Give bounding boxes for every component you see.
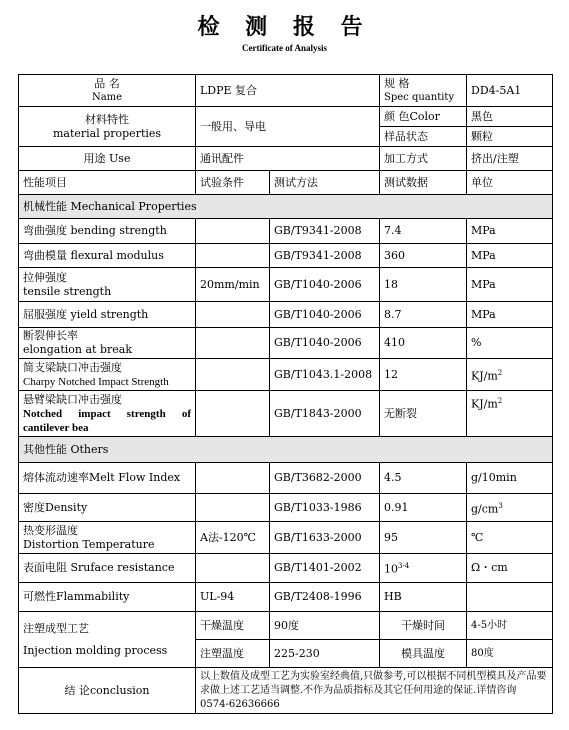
item-cell: 弯曲模量 flexural modulus	[19, 244, 196, 268]
item-en: Distortion Temperature	[23, 537, 155, 551]
col-header-condition: 试验条件	[196, 171, 270, 195]
color-value: 黑色	[467, 107, 553, 127]
name-label-en: Name	[91, 91, 123, 103]
condition-cell	[196, 554, 270, 583]
condition-cell	[196, 244, 270, 268]
inj-temp-value: 225-230	[270, 640, 380, 668]
table-row	[19, 391, 553, 437]
unit-text: g/cm	[471, 502, 499, 516]
material-value: 一般用、导电	[196, 107, 380, 147]
conclusion-row	[19, 668, 553, 714]
color-label: 颜 色Color	[380, 107, 467, 127]
item-cn: 拉伸强度	[23, 270, 67, 284]
table-row	[19, 302, 553, 328]
method-cell: GB/T9341-2008	[270, 244, 380, 268]
unit-cell: ℃	[467, 522, 553, 554]
data-cell: 12	[380, 359, 467, 391]
item-en: Charpy Notched Impact Strength	[23, 375, 169, 388]
condition-cell	[196, 328, 270, 359]
data-cell: 8.7	[380, 302, 467, 328]
item-en: elongation at break	[23, 343, 132, 356]
process-label: 加工方式	[380, 147, 467, 171]
condition-cell: 20mm/min	[196, 268, 270, 302]
unit-cell: MPa	[467, 219, 553, 244]
unit-cell	[467, 359, 553, 391]
method-cell: GB/T1043.1-2008	[270, 359, 380, 391]
unit-superscript: 3	[498, 501, 503, 510]
item-cn: 断裂伸长率	[23, 329, 78, 342]
report-title: 检 测 报 告	[197, 14, 372, 40]
material-label-en: material properties	[52, 126, 162, 140]
process-value: 挤出/注塑	[467, 147, 553, 171]
material-label-cn: 材料特性	[85, 112, 129, 126]
unit-text: KJ/m	[471, 397, 498, 411]
col-header-method: 测试方法	[270, 171, 380, 195]
condition-cell	[196, 359, 270, 391]
method-cell: GB/T2408-1996	[270, 583, 380, 612]
sample-label: 样品状态	[380, 127, 467, 147]
item-en: tensile strength	[23, 284, 112, 298]
name-label	[19, 75, 196, 107]
method-cell: GB/T1040-2006	[270, 302, 380, 328]
method-cell: GB/T1040-2006	[270, 328, 380, 359]
item-cell: 可燃性Flammability	[19, 583, 196, 612]
method-cell: GB/T1040-2006	[270, 268, 380, 302]
data-cell: HB	[380, 583, 467, 612]
analysis-table	[18, 74, 553, 714]
dry-temp-label: 干燥温度	[196, 612, 270, 640]
item-cn: 悬臂梁缺口冲击强度	[23, 392, 122, 406]
unit-cell	[467, 494, 553, 522]
unit-superscript: 2	[497, 397, 503, 405]
table-row	[19, 328, 553, 359]
data-cell: 7.4	[380, 219, 467, 244]
section-mechanical-label: 机械性能 Mechanical Properties	[19, 195, 553, 219]
item-cell: 密度Density	[19, 494, 196, 522]
dry-temp-value: 90度	[270, 612, 380, 640]
item-en: Notched impact strength of cantilever bea	[23, 407, 191, 434]
injection-label	[19, 612, 196, 668]
spec-value: DD4-5A1	[467, 75, 553, 107]
name-value: LDPE 复合	[196, 75, 380, 107]
condition-cell	[196, 219, 270, 244]
unit-cell	[467, 583, 553, 612]
injection-label-en: Injection molding process	[23, 643, 168, 657]
section-others	[19, 437, 553, 463]
table-row	[19, 554, 553, 583]
inj-temp-label: 注塑温度	[196, 640, 270, 668]
method-cell: GB/T1033-1986	[270, 494, 380, 522]
unit-cell: MPa	[467, 302, 553, 328]
col-header-unit: 单位	[467, 171, 553, 195]
table-row	[19, 494, 553, 522]
conclusion-label: 结 论conclusion	[19, 668, 196, 714]
table-row	[19, 463, 553, 494]
mold-temp-label: 模具温度	[380, 640, 467, 668]
method-cell: GB/T1401-2002	[270, 554, 380, 583]
conclusion-text: 以上数值及成型工艺为实验室经典值,只做参考,可以根据不同机型模具及产品要求做上述工艺适当调整.不作为品质指标及其它任何用途的保证.详情咨询 0574-62636666	[196, 668, 553, 714]
condition-cell: UL-94	[196, 583, 270, 612]
method-cell: GB/T1843-2000	[270, 391, 380, 437]
dry-time-value: 4-5小时	[467, 612, 553, 640]
condition-cell	[196, 391, 270, 437]
spec-label-en: Spec quantity	[384, 91, 455, 103]
name-label-cn: 品 名	[94, 76, 120, 90]
item-cell	[19, 328, 196, 359]
table-row	[19, 522, 553, 554]
item-cell: 熔体流动速率Melt Flow Index	[19, 463, 196, 494]
unit-text: KJ/m	[471, 369, 498, 383]
method-cell: GB/T1633-2000	[270, 522, 380, 554]
table-row	[19, 583, 553, 612]
section-others-label: 其他性能 Others	[19, 437, 553, 463]
table-row	[19, 219, 553, 244]
condition-cell	[196, 494, 270, 522]
method-cell: GB/T3682-2000	[270, 463, 380, 494]
item-cell: 屈服强度 yield strength	[19, 302, 196, 328]
material-row	[19, 107, 553, 127]
unit-cell: g/10min	[467, 463, 553, 494]
data-cell: 360	[380, 244, 467, 268]
material-label	[19, 107, 196, 147]
data-superscript: 3-4	[398, 562, 410, 571]
data-cell: 95	[380, 522, 467, 554]
unit-cell	[467, 391, 553, 437]
name-row	[19, 75, 553, 107]
injection-row-1	[19, 612, 553, 640]
unit-cell: Ω・cm	[467, 554, 553, 583]
data-cell: 18	[380, 268, 467, 302]
use-value: 通讯配件	[196, 147, 380, 171]
mold-temp-value: 80度	[467, 640, 553, 668]
data-text: 10	[384, 562, 398, 576]
item-cell	[19, 391, 196, 437]
spec-label-cn: 规 格	[384, 76, 410, 90]
item-cell	[19, 268, 196, 302]
data-cell: 0.91	[380, 494, 467, 522]
item-cell	[19, 359, 196, 391]
table-row	[19, 359, 553, 391]
unit-cell: %	[467, 328, 553, 359]
condition-cell	[196, 302, 270, 328]
data-cell: 410	[380, 328, 467, 359]
data-cell	[380, 554, 467, 583]
column-header-row	[19, 171, 553, 195]
unit-cell: MPa	[467, 244, 553, 268]
method-cell: GB/T9341-2008	[270, 219, 380, 244]
dry-time-label: 干燥时间	[380, 612, 467, 640]
condition-cell	[196, 463, 270, 494]
condition-cell: A法-120℃	[196, 522, 270, 554]
col-header-data: 测试数据	[380, 171, 467, 195]
injection-label-cn: 注塑成型工艺	[23, 621, 89, 635]
report-subtitle: Certificate of Analysis	[242, 43, 327, 53]
spec-label	[380, 75, 467, 107]
item-cell: 弯曲强度 bending strength	[19, 219, 196, 244]
col-header-item: 性能项目	[19, 171, 196, 195]
item-cell: 表面电阻 Sruface resistance	[19, 554, 196, 583]
data-cell: 4.5	[380, 463, 467, 494]
table-row	[19, 244, 553, 268]
table-row	[19, 268, 553, 302]
section-mechanical	[19, 195, 553, 219]
item-cn: 热变形温度	[23, 523, 78, 537]
item-cell	[19, 522, 196, 554]
unit-superscript: 2	[497, 368, 503, 377]
use-row	[19, 147, 553, 171]
unit-cell: MPa	[467, 268, 553, 302]
use-label: 用途 Use	[19, 147, 196, 171]
data-cell: 无断裂	[380, 391, 467, 437]
item-cn: 简支梁缺口冲击强度	[23, 360, 122, 374]
sample-value: 颗粒	[467, 127, 553, 147]
